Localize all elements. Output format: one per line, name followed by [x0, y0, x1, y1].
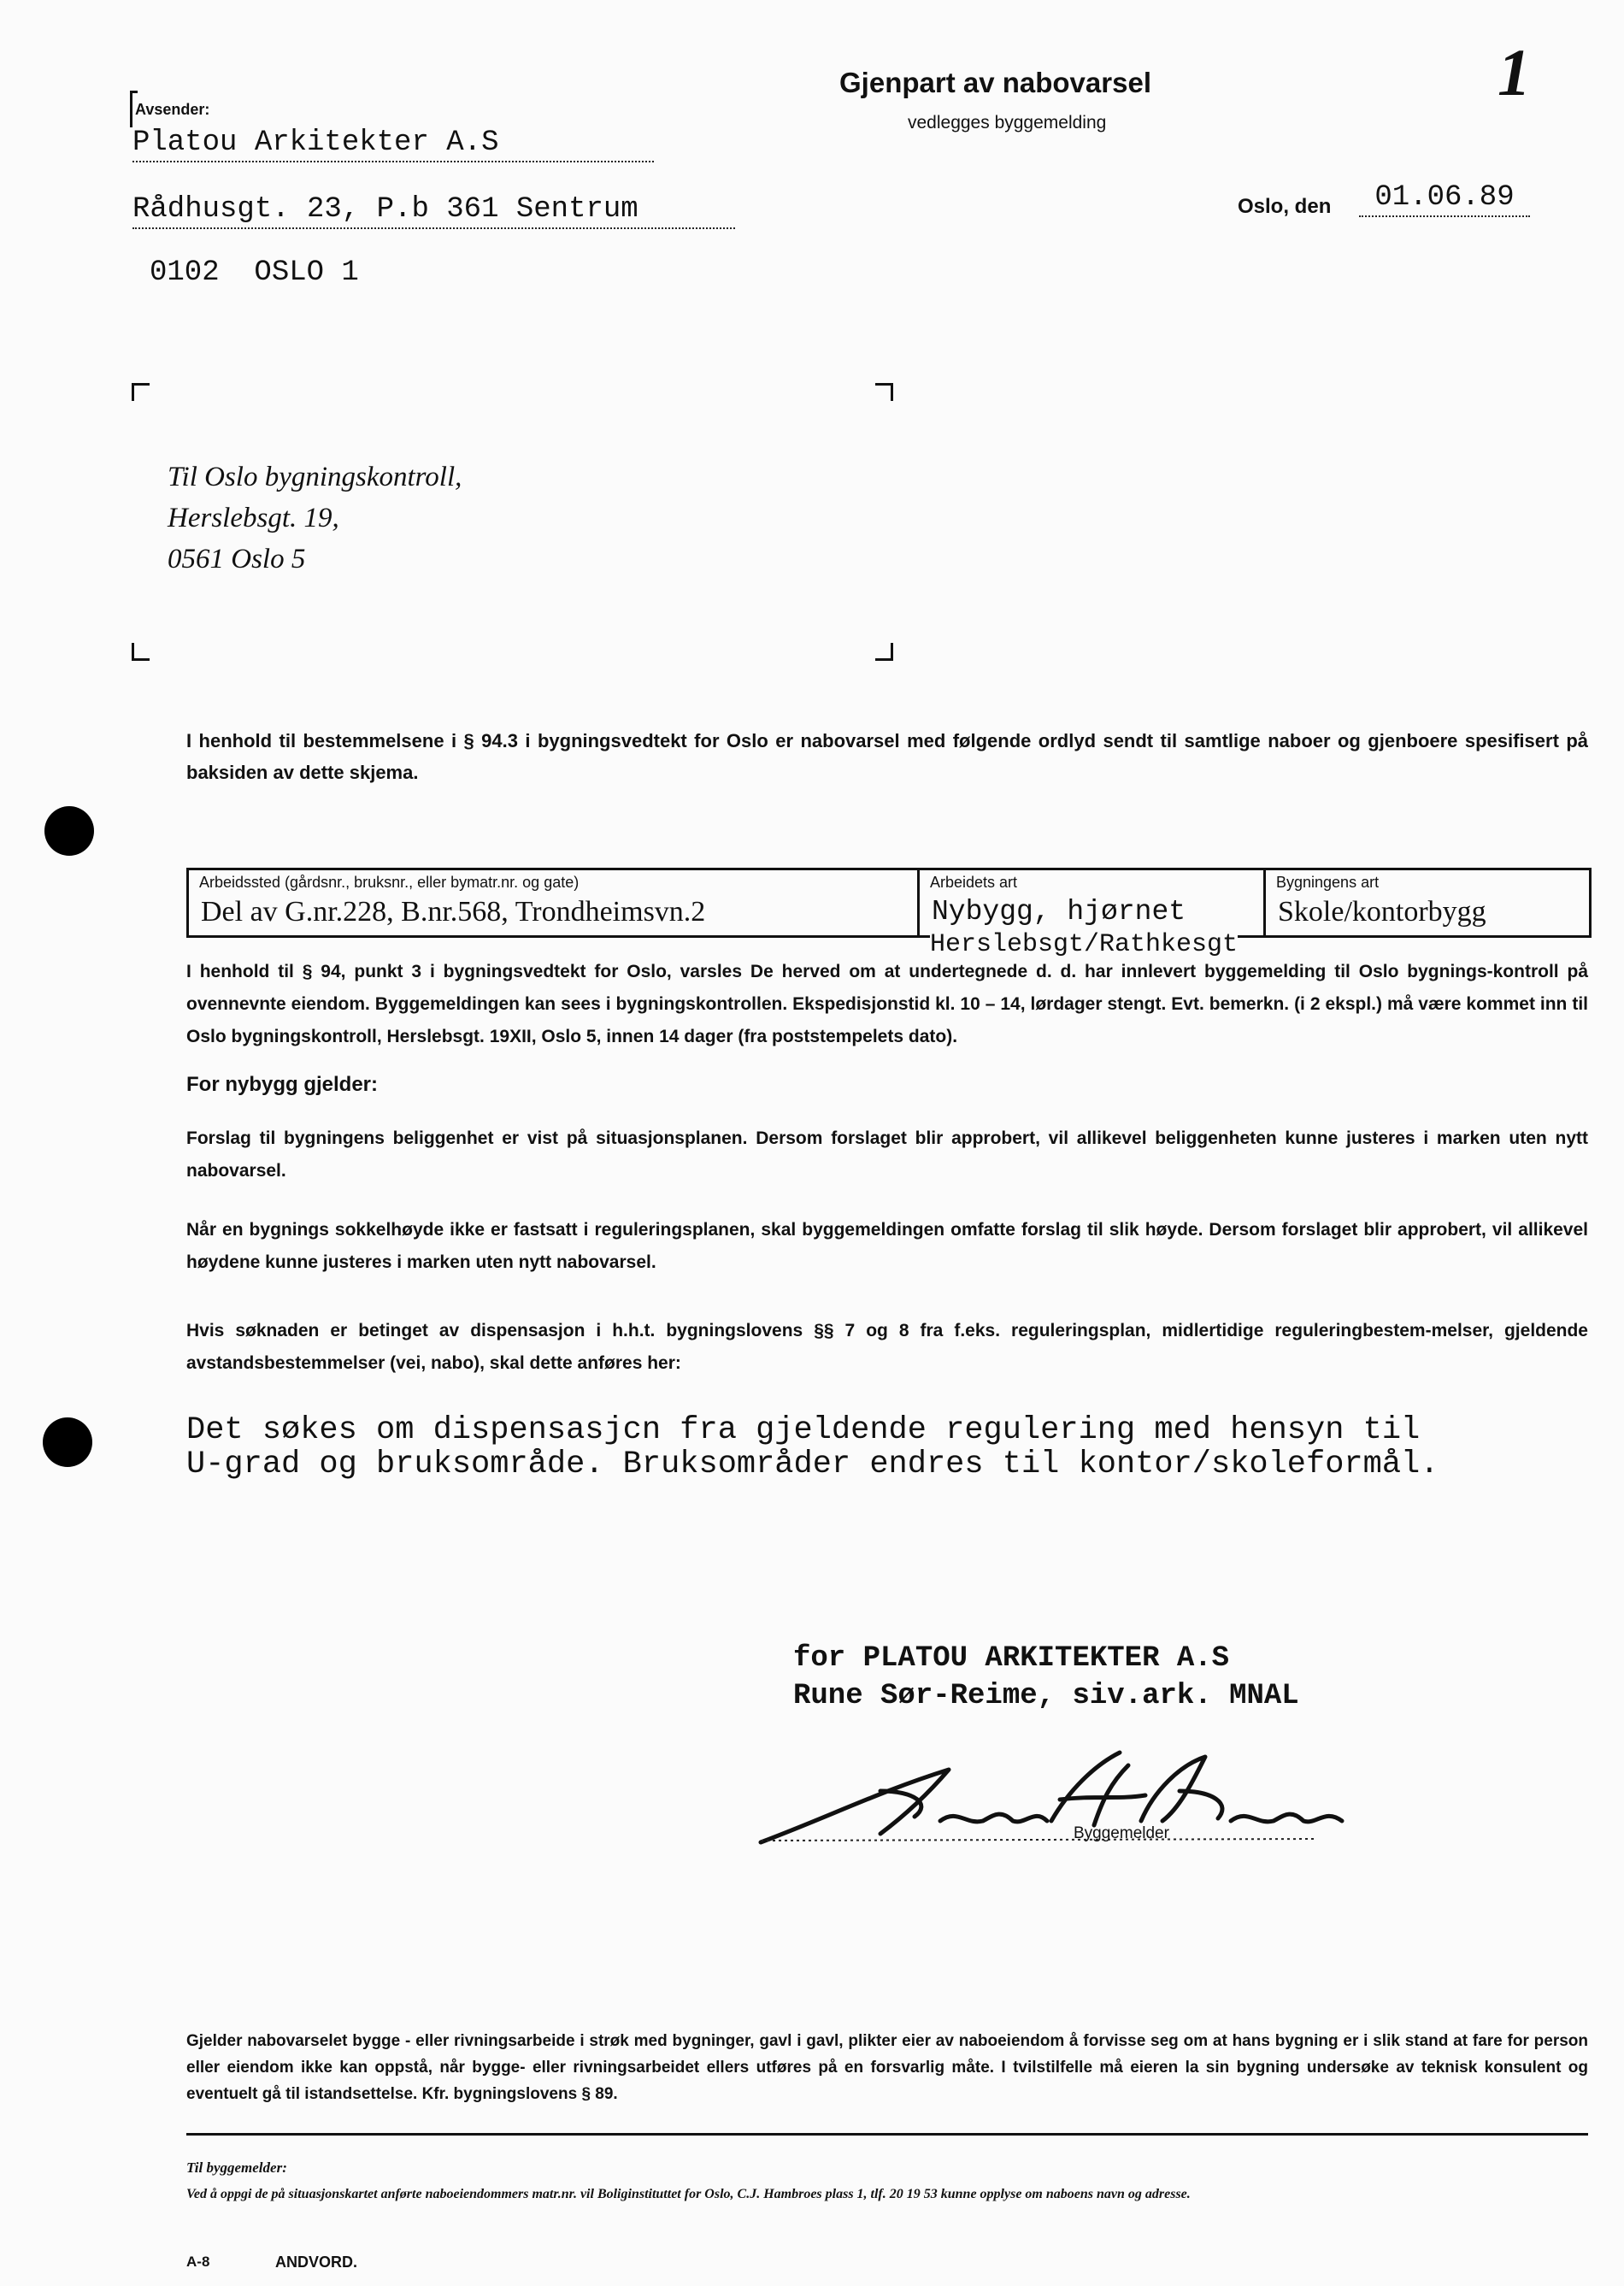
building-type-field	[1263, 868, 1592, 938]
form-code: A-8	[186, 2254, 210, 2270]
signature-name: Rune Sør-Reime, siv.ark. MNAL	[793, 1680, 1299, 1712]
intro-paragraph: I henhold til bestemmelsene i § 94.3 i bygningsvedtekt for Oslo er nabovarsel med følgende ordlyd sendt til samtlige naboer og gjenboere spesifisert på baksiden av dette skjema.	[186, 730, 1588, 783]
dispensation-paragraph: Hvis søknaden er betinget av dispensasjon i h.h.t. bygningslovens §§ 7 og 8 fra f.eks. reguleringsplan, midlertidige reguleringbestem-melser, gjeldende avstandsbestemmelser (vei, nabo), skal dette anføres her:	[186, 1321, 1588, 1373]
work-type-label: Arbeidets art	[930, 874, 1018, 891]
to-builder-label: Til byggemelder:	[186, 2159, 287, 2176]
workplace-value: Del av G.nr.228, B.nr.568, Trondheimsvn.2	[201, 896, 706, 928]
to-builder-text: Ved å oppgi de på situasjonskartet anførte naboeiendommers matr.nr. vil Boliginstituttet for Oslo, C.J. Hambroes plass 1, tlf. 20 19 53 kunne opplyse om naboens navn og adresse.	[186, 2187, 1191, 2201]
work-type-field	[917, 868, 1266, 938]
date-label: Oslo, den	[1238, 195, 1332, 218]
signature-caption: Byggemelder	[1074, 1824, 1169, 1842]
punch-hole-bottom	[43, 1417, 92, 1467]
form-title: Gjenpart av nabovarsel	[839, 67, 1151, 98]
new-building-heading: For nybygg gjelder:	[186, 1073, 379, 1096]
handwritten-signature	[752, 1740, 1368, 1859]
notice-paragraph: I henhold til § 94, punkt 3 i bygningsvedtekt for Oslo, varsles De herved om at undertegnede d. d. har innlevert byggemelding til Oslo bygnings-kontroll på ovennevnte eiendom. Byggemeldingen kan sees i bygningskontrollen. Ekspedisjonstid kl. 10 – 14, lørdager stengt. Evt. bemerkn. (i 2 ekspl.) må være kommet inn til Oslo bygningskontroll, Herslebsgt. 19XII, Oslo 5, innen 14 dager (fra poststempelets dato).	[186, 962, 1588, 1046]
sender-address: Rådhusgt. 23, P.b 361 Sentrum	[132, 191, 735, 229]
work-type-value-2: Herslebsgt/Rathkesgt	[930, 930, 1239, 959]
window-corner-bottom-right	[875, 643, 893, 661]
sender-label: Avsender:	[135, 101, 210, 118]
footer-divider	[186, 2133, 1588, 2136]
dispensation-line-2: U-grad og bruksområde. Bruksområder endres til kontor/skoleformål.	[186, 1446, 1439, 1482]
location-paragraph: Forslag til bygningens beliggenhet er vist på situasjonsplanen. Dersom forslaget blir approbert, vil allikevel beliggenheten kunne justeres i marken uten nytt nabovarsel.	[186, 1128, 1588, 1181]
work-type-value: Nybygg, hjørnet	[932, 896, 1186, 928]
sender-corner-mark	[130, 91, 138, 127]
signature-company: for PLATOU ARKITEKTER A.S	[793, 1642, 1230, 1675]
workplace-field	[186, 868, 920, 938]
dispensation-line-1: Det søkes om dispensasjcn fra gjeldende regulering med hensyn til	[186, 1412, 1421, 1448]
workplace-label: Arbeidssted (gårdsnr., bruksnr., eller bymatr.nr. og gate)	[199, 874, 580, 891]
recipient-line-2: Herslebsgt. 19,	[168, 503, 339, 533]
page-number: 1	[1497, 35, 1531, 109]
form-subtitle: vedlegges byggemelding	[908, 113, 1107, 133]
punch-hole-top	[44, 806, 94, 856]
building-type-value: Skole/kontorbygg	[1278, 896, 1486, 928]
printer-name: ANDVORD.	[275, 2254, 358, 2271]
window-corner-top-left	[132, 383, 150, 401]
sender-name: Platou Arkitekter A.S	[132, 125, 654, 162]
date-value: 01.06.89	[1359, 180, 1530, 217]
recipient-line-1: Til Oslo bygningskontroll,	[168, 462, 462, 492]
window-corner-bottom-left	[132, 643, 150, 661]
recipient-line-3: 0561 Oslo 5	[168, 544, 306, 574]
height-paragraph: Når en bygnings sokkelhøyde ikke er fastsatt i reguleringsplanen, skal byggemeldingen omfatte forslag til slik høyde. Dersom forslaget blir approbert, vil allikevel høydene kunne justeres i marken uten nytt nabovarsel.	[186, 1220, 1588, 1272]
building-type-label: Bygningens art	[1276, 874, 1380, 891]
footer-warning: Gjelder nabovarselet bygge - eller rivningsarbeide i strøk med bygninger, gavl i gavl, plikter eier av naboeiendom å forvisse seg om at hans bygning er i slik stand at fare for person eller eiendom ikke kan oppstå, når bygge- eller rivningsarbeidet ellers utføres på en forsvarlig måte. I tvilstilfelle må eieren la sin bygning undersøke av teknisk konsulent og eventuelt gå til istandsettelse. Kfr. bygningslovens § 89.	[186, 2032, 1588, 2103]
sender-postcode: 0102 OSLO 1	[150, 256, 359, 289]
window-corner-top-right	[875, 383, 893, 401]
